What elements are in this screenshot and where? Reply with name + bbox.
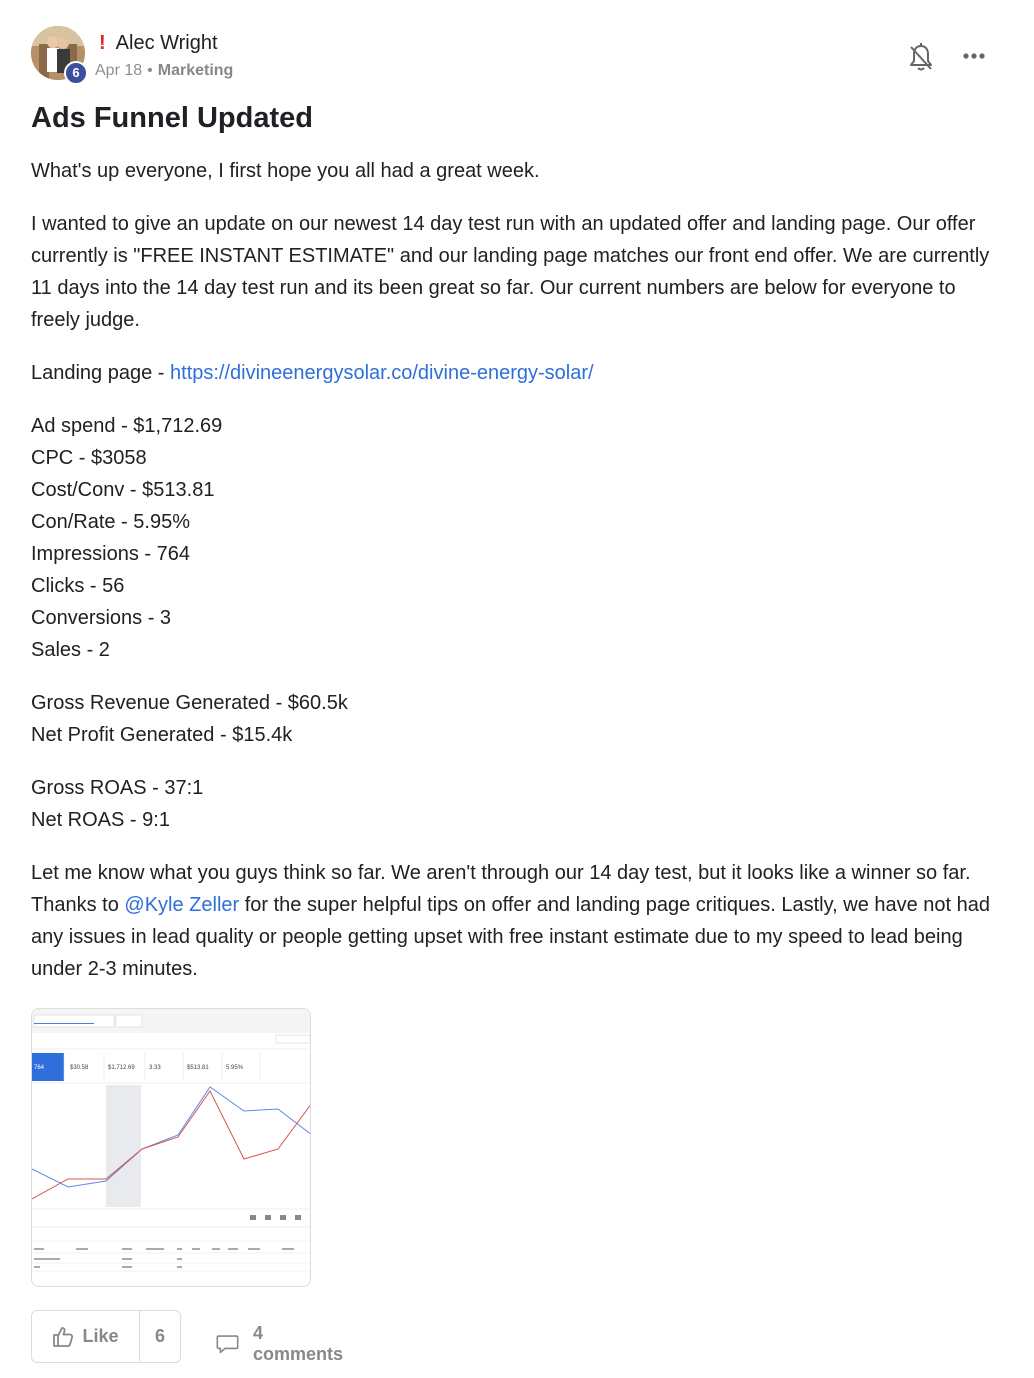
revenue-paragraph — [31, 687, 1003, 751]
metric-cost-conv: Cost/Conv - $513.81 — [31, 479, 215, 501]
bell-off-icon — [908, 42, 934, 72]
landing-label: Landing page - — [31, 362, 171, 384]
metric-sales: Sales - 2 — [31, 639, 110, 661]
metric-clicks: Clicks - 56 — [31, 575, 125, 597]
mute-notifications-button[interactable] — [908, 42, 934, 72]
meta-separator: • — [147, 62, 153, 79]
comments-button[interactable] — [216, 1323, 346, 1365]
kpi-conversions: 3.33 — [149, 1065, 161, 1071]
more-dots-icon — [961, 46, 987, 66]
more-options-button[interactable] — [961, 46, 987, 66]
post-header — [31, 26, 1003, 86]
author-row — [99, 30, 218, 56]
closing-paragraph — [31, 857, 1003, 985]
level-badge: 6 — [64, 61, 88, 85]
net-roas: Net ROAS - 9:1 — [31, 809, 170, 831]
kpi-avg-cpc: $30.58 — [70, 1065, 89, 1071]
like-label: Like — [82, 1326, 119, 1346]
roas-paragraph — [31, 772, 1003, 836]
kpi-impressions: 764 — [34, 1065, 45, 1071]
net-profit: Net Profit Generated - $15.4k — [31, 724, 293, 746]
post-date[interactable]: Apr 18 — [95, 62, 143, 79]
closing-text-end: for the super helpful tips on offer and landing page critiques. Lastly, we have not had any issues in lead quality or people getting upset with free instant estimate due to my speed to lead being under 2-3 minutes. — [31, 894, 991, 980]
intro-paragraph: I wanted to give an update on our newest 14 day test run with an updated offer and landing page. Our offer currently is "FREE INSTANT ESTIMATE" and our landing page matches our front end offer. We are currently 11 days into the 14 day test run and its been great so far. Our current numbers are below for everyone to freely judge. — [31, 213, 990, 331]
comments-label: 4 comments — [253, 1323, 344, 1364]
post-category[interactable]: Marketing — [157, 62, 234, 79]
post-meta — [95, 62, 233, 80]
kpi-conv-rate: 5.95% — [226, 1065, 244, 1071]
metrics-paragraph — [31, 410, 1003, 666]
thumbs-up-icon — [52, 1326, 74, 1348]
ads-dashboard-image — [32, 1009, 311, 1287]
author-name[interactable]: Alec Wright — [115, 31, 218, 54]
comment-icon — [216, 1332, 239, 1356]
metric-conversions: Conversions - 3 — [31, 607, 172, 629]
metric-cpc: CPC - $3058 — [31, 447, 147, 469]
kpi-cost-per-conv: $513.81 — [187, 1065, 209, 1071]
kpi-cost: $1,712.69 — [108, 1065, 135, 1071]
metric-conv-rate: Con/Rate - 5.95% — [31, 511, 190, 533]
greeting-paragraph: What's up everyone, I first hope you all had a great week. — [31, 160, 540, 182]
metric-ad-spend: Ad spend - $1,712.69 — [31, 415, 223, 437]
gross-revenue: Gross Revenue Generated - $60.5k — [31, 692, 348, 714]
exclamation-icon: ! — [99, 32, 106, 54]
post-title: Ads Funnel Updated — [31, 102, 313, 134]
like-count[interactable]: 6 — [154, 1326, 165, 1346]
post-body — [31, 155, 1003, 1006]
gross-roas: Gross ROAS - 37:1 — [31, 777, 204, 799]
attachment-thumbnail[interactable] — [31, 1008, 311, 1287]
landing-page-link[interactable]: https://divineenergysolar.co/divine-energy-solar/ — [170, 362, 594, 384]
closing-text-start: Let me know what you guys think so far. We aren't through our 14 day test, but it looks like a winner so far. Thanks to — [31, 862, 971, 916]
metric-impressions: Impressions - 764 — [31, 543, 190, 565]
mention-link[interactable]: @Kyle Zeller — [124, 894, 240, 916]
like-group — [31, 1310, 181, 1363]
like-button[interactable] — [32, 1311, 140, 1362]
landing-paragraph — [31, 357, 1003, 389]
